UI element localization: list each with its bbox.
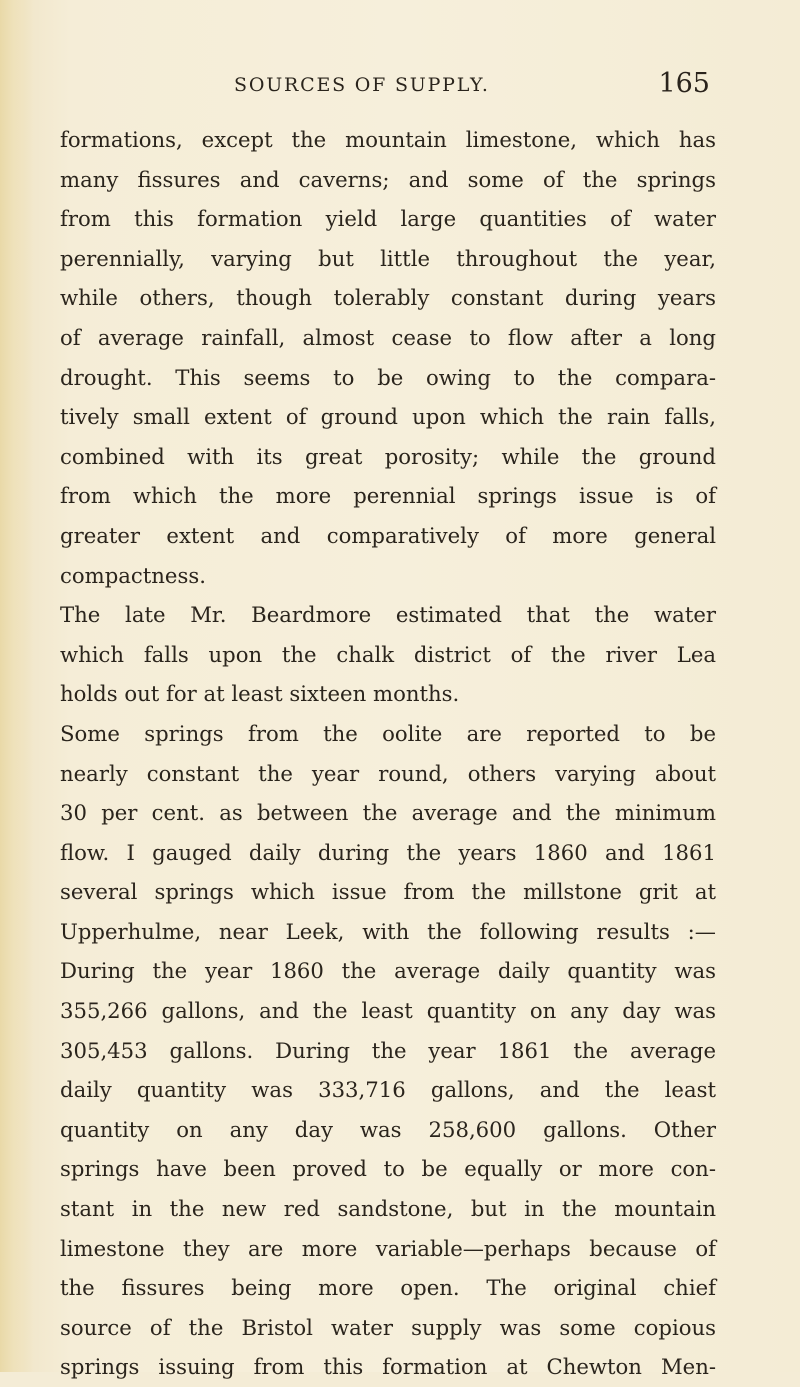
text-line: perennially, varying but little throughout the year, bbox=[60, 245, 716, 271]
body-text bbox=[60, 120, 716, 1380]
text-line: springs issuing from this formation at Chewton Men- bbox=[60, 1354, 716, 1380]
text-line: many fissures and caverns; and some of the springs bbox=[60, 166, 716, 192]
text-line: formations, except the mountain limestone, which has bbox=[60, 127, 716, 152]
text-line: compactness. bbox=[60, 562, 206, 588]
text-line: drought. This seems to be owing to the compara- bbox=[60, 364, 716, 390]
text-line: 355,266 gallons, and the least quantity on any day was bbox=[60, 998, 716, 1024]
text-line: stant in the new red sandstone, but in the mountain bbox=[60, 1196, 716, 1222]
text-line: Some springs from the oolite are reported to be bbox=[60, 720, 716, 746]
text-line: from this formation yield large quantities of water bbox=[60, 206, 716, 232]
text-line: of average rainfall, almost cease to flow after a long bbox=[60, 324, 716, 350]
text-line: several springs which issue from the millstone grit at bbox=[60, 879, 716, 905]
text-line: from which the more perennial springs issue is of bbox=[60, 483, 716, 509]
text-line: daily quantity was 333,716 gallons, and the least bbox=[60, 1077, 716, 1103]
running-head bbox=[60, 68, 710, 106]
page-gutter-shadow bbox=[0, 0, 34, 1372]
text-line: source of the Bristol water supply was some copious bbox=[60, 1314, 716, 1340]
page-number: 165 bbox=[658, 68, 710, 99]
text-line: while others, though tolerably constant during years bbox=[60, 285, 716, 311]
text-line: combined with its great porosity; while the ground bbox=[60, 443, 716, 469]
text-line: flow. I gauged daily during the years 1860 and 1861 bbox=[60, 839, 716, 865]
text-line: limestone they are more variable—perhaps because of bbox=[60, 1235, 716, 1261]
text-line: During the year 1860 the average daily quantity was bbox=[60, 958, 716, 984]
text-line: the fissures being more open. The original chief bbox=[60, 1275, 716, 1301]
running-title: SOURCES OF SUPPLY. bbox=[234, 74, 490, 96]
text-line: The late Mr. Beardmore estimated that the water bbox=[60, 602, 716, 628]
text-line: quantity on any day was 258,600 gallons. Other bbox=[60, 1116, 716, 1142]
text-line: tively small extent of ground upon which the rain falls, bbox=[60, 404, 716, 430]
text-line: 305,453 gallons. During the year 1861 the average bbox=[60, 1037, 716, 1063]
text-line: 30 per cent. as between the average and the minimum bbox=[60, 800, 716, 826]
text-line: Upperhulme, near Leek, with the following results :— bbox=[60, 918, 716, 944]
text-line: nearly constant the year round, others varying about bbox=[60, 760, 716, 786]
text-line: greater extent and comparatively of more general bbox=[60, 522, 716, 548]
text-line: holds out for at least sixteen months. bbox=[60, 681, 460, 707]
text-line: which falls upon the chalk district of the river Lea bbox=[60, 641, 716, 667]
text-line: springs have been proved to be equally or more con- bbox=[60, 1156, 716, 1182]
